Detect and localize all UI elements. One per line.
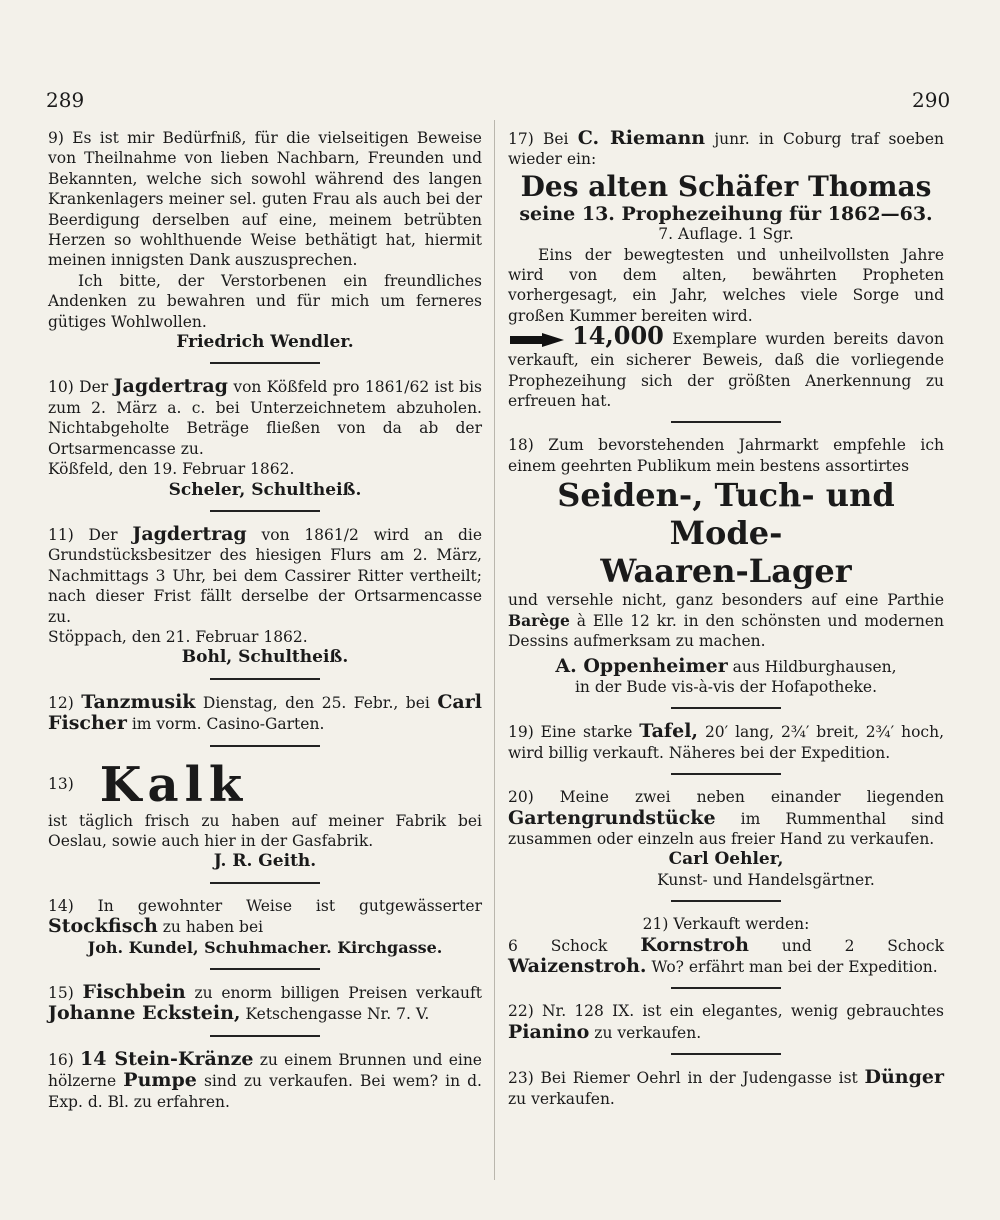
ad-20-keyword: Gartengrundstücke	[508, 806, 716, 829]
ad-14-signature: Joh. Kundel, Schuhmacher. Kirchgasse.	[87, 937, 443, 957]
ad-15-text2: Ketschengasse Nr. 7. V.	[245, 1005, 430, 1024]
ad-20-title: Kunst- und Handelsgärtner.	[657, 870, 875, 889]
ad-14-keyword: Stockfisch	[48, 915, 158, 938]
column-divider	[494, 120, 495, 1180]
ad-20	[508, 787, 944, 890]
ad-separator	[671, 421, 781, 423]
ad-separator	[210, 882, 320, 884]
ad-13	[48, 756, 482, 872]
ad-10-text: von Kößfeld pro 1861/62 ist bis zum 2. März a. c. bei Unterzeichnetem abzuholen. Nichtabgeholte Beträge fließen von da ab der Ortsarmencasse zu.	[48, 378, 482, 458]
ad-11	[48, 524, 482, 668]
ad-12	[48, 692, 482, 735]
ad-23-text1: 23) Bei Riemer Oehrl in der Judengasse ist	[508, 1069, 858, 1088]
ad-11-prefix: 11) Der	[48, 525, 118, 544]
ad-22-keyword: Pianino	[508, 1020, 590, 1043]
ad-21-keyword2: Waizenstroh.	[508, 954, 647, 977]
ad-20-signature: Carl Oehler,	[668, 849, 784, 870]
ad-17-prefix: 17) Bei	[508, 130, 569, 148]
ad-20-text1: 20) Meine zwei neben einander liegenden	[508, 788, 944, 807]
ad-21-text3: Wo? erfährt man bei der Expedition.	[651, 957, 938, 976]
ad-19-keyword: Tafel,	[639, 720, 699, 743]
ad-21-text1: 6 Schock	[508, 936, 608, 955]
ad-10	[48, 376, 482, 499]
ad-10-prefix: 10) Der	[48, 378, 109, 397]
ad-separator	[671, 900, 781, 902]
ad-9	[48, 128, 482, 352]
ad-11-keyword: Jagdertrag	[132, 522, 247, 545]
left-column	[48, 128, 482, 1112]
ad-14-text2: zu haben bei	[162, 918, 264, 937]
ad-10-place: Kößfeld, den 19. Februar 1862.	[48, 460, 295, 479]
ad-18-text3: à Elle 12 kr. in den schönsten und modernen Dessins aufmerksam zu machen.	[508, 611, 944, 651]
ad-17-headline: Des alten Schäfer Thomas	[520, 169, 932, 203]
ad-21-heading: 21) Verkauft werden:	[642, 915, 810, 934]
ad-separator	[671, 1053, 781, 1055]
ad-separator	[671, 987, 781, 989]
ad-17-edition: 7. Auflage. 1 Sgr.	[658, 225, 794, 244]
ad-14	[48, 896, 482, 958]
ad-18-headline2: Waaren-Lager	[600, 552, 852, 591]
ad-10-signature: Scheler, Schultheiß.	[168, 479, 362, 500]
ad-separator	[210, 510, 320, 512]
ad-22	[508, 1001, 944, 1043]
ad-22-text2: zu verkaufen.	[594, 1023, 702, 1042]
ad-23-text2: zu verkaufen.	[508, 1089, 615, 1108]
ad-23	[508, 1067, 944, 1109]
ad-21	[508, 914, 944, 977]
ad-20-text2: im Rummenthal sind zusammen oder einzeln aus freier Hand zu verkaufen.	[508, 809, 944, 848]
ad-13-headline: Kalk	[99, 756, 249, 813]
ad-12-keyword: Tanzmusik	[81, 690, 196, 713]
ad-17-subheadline: seine 13. Prophezeihung für 1862—63.	[519, 202, 933, 225]
right-column	[508, 128, 944, 1109]
ad-13-signature: J. R. Geith.	[213, 851, 317, 872]
ad-16-text2: sind zu verkaufen. Bei wem? in d. Exp. d. Bl. zu erfahren.	[48, 1072, 482, 1111]
ad-17-text2: Eins der bewegtesten und unheilvollsten Jahre wird von dem alten, bewährten Propheten vorhergesagt, ein Jahr, welches viele Sorge und großen Kummer bereiten wird.	[508, 245, 944, 325]
ad-16-text1: zu einem Brunnen und eine hölzerne	[48, 1050, 482, 1091]
ad-9-text2: Ich bitte, der Verstorbenen ein freundliches Andenken zu bewahren und für mich um ferneres gütiges Wohlwollen.	[48, 271, 482, 331]
ad-18-sig-rest: aus Hildburghausen,	[732, 657, 897, 676]
ad-18-keyword: Barège	[508, 610, 570, 630]
ad-separator	[210, 678, 320, 680]
ad-16-prefix: 16)	[48, 1050, 74, 1069]
ad-16	[48, 1049, 482, 1112]
ad-21-keyword1: Kornstroh	[640, 933, 749, 956]
ad-separator	[210, 1035, 320, 1037]
ad-22-text1: 22) Nr. 128 IX. ist ein elegantes, wenig gebrauchtes	[508, 1002, 944, 1021]
ad-separator	[671, 773, 781, 775]
ad-9-text: 9) Es ist mir Bedürfniß, für die vielseitigen Beweise von Theilnahme von lieben Nachbarn, Freunden und Bekannten, welche sich sowohl während des langen Krankenlagers meiner sel. guten Frau als auch bei der Beerdigung derselben auf eine, meinem betrübten Herzen so wohlthuende Weise bethätigt hat, hiermit meinen innigsten Dank auszusprechen.	[48, 129, 482, 270]
ad-separator	[210, 968, 320, 970]
ad-23-keyword: Dünger	[864, 1066, 944, 1089]
ad-13-prefix: 13)	[48, 774, 74, 793]
ad-separator	[210, 745, 320, 747]
ad-separator	[671, 707, 781, 709]
ad-15-prefix: 15)	[48, 984, 74, 1002]
ad-19-prefix: 19) Eine starke	[508, 723, 633, 742]
ad-11-signature: Bohl, Schultheiß.	[181, 647, 349, 668]
ad-15	[48, 982, 482, 1025]
ad-15-name: Johanne Eckstein,	[48, 1002, 241, 1025]
ad-17-text3: Exemplare wurden bereits davon verkauft, ein sicherer Beweis, daß die vorliegende Prophezeihung sich der größten Anerkennung zu erfreuen hat.	[508, 330, 944, 411]
ad-10-keyword: Jagdertrag	[113, 375, 228, 398]
ad-19-text: 20′ lang, 2¾′ breit, 2¾′ hoch, wird billig verkauft. Näheres bei der Expedition.	[508, 723, 945, 762]
ad-18-location: in der Bude vis-à-vis der Hofapotheke.	[574, 677, 878, 696]
ad-9-signature: Friedrich Wendler.	[176, 332, 354, 353]
ad-17-text1: junr. in Coburg traf soeben wieder ein:	[508, 130, 944, 169]
ad-16-keyword: 14 Stein-Kränze	[80, 1047, 254, 1070]
ad-separator	[210, 362, 320, 364]
ad-18-headline1: Seiden-, Tuch- und Mode-	[557, 476, 895, 553]
ad-15-keyword: Fischbein	[82, 981, 186, 1003]
ad-21-text2: und 2 Schock	[781, 936, 944, 955]
page-number-left: 289	[46, 88, 85, 112]
ad-12-text2: im vorm. Casino-Garten.	[131, 715, 325, 734]
ad-18	[508, 435, 944, 697]
ad-16-keyword2: Pumpe	[123, 1069, 197, 1092]
ad-17-count: 14,000	[572, 321, 664, 351]
ad-17	[508, 128, 944, 411]
ad-18-text2: und versehle nicht, ganz besonders auf eine Parthie	[508, 591, 944, 610]
ad-18-text1: 18) Zum bevorstehenden Jahrmarkt empfehle ich einem geehrten Publikum mein bestens assortirtes	[508, 436, 944, 475]
ad-19	[508, 721, 944, 763]
ad-14-text1: 14) In gewohnter Weise ist gutgewässerter	[48, 896, 482, 915]
ad-15-text1: zu enorm billigen Preisen verkauft	[194, 984, 483, 1002]
ad-18-signature: A. Oppenheimer	[555, 654, 728, 677]
page-number-right: 290	[912, 88, 951, 112]
ad-11-place: Stöppach, den 21. Februar 1862.	[48, 627, 308, 646]
pointing-hand-icon	[508, 330, 568, 350]
ad-13-text: ist täglich frisch zu haben auf meiner Fabrik bei Oeslau, sowie auch hier in der Gasfabrik.	[48, 811, 482, 850]
ad-12-prefix: 12)	[48, 693, 74, 712]
ad-17-name: C. Riemann	[577, 127, 706, 149]
ad-11-text: von 1861/2 wird an die Grundstücksbesitzer des hiesigen Flurs am 2. März, Nachmittags 3 Uhr, bei dem Cassirer Ritter vertheilt; nach dieser Frist fällt derselbe der Ortsarmencasse zu.	[48, 525, 482, 626]
ad-12-text1: Dienstag, den 25. Febr., bei	[202, 693, 430, 712]
ad-12-name: Carl Fischer	[48, 690, 482, 735]
